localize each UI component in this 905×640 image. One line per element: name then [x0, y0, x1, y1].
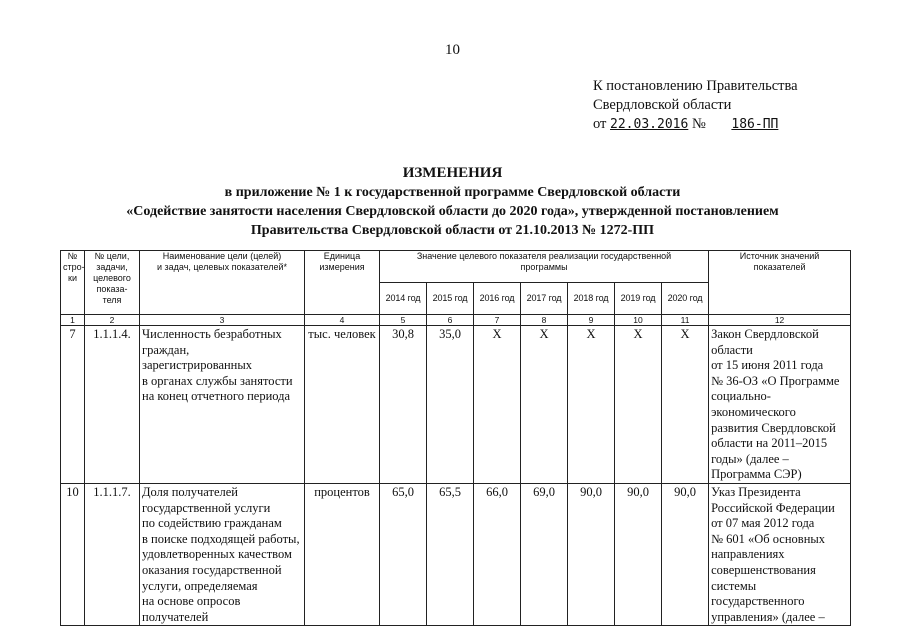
value-cell: 66,0: [474, 483, 521, 625]
header-year: 2018 год: [568, 283, 615, 315]
source-line: государственного: [711, 594, 805, 609]
header-values-group: [380, 251, 709, 283]
source-line: № 36-ОЗ «О Программе: [711, 373, 840, 388]
source-line: области: [711, 342, 753, 357]
header-source-line: показателей: [753, 262, 806, 272]
value-cell: 90,0: [662, 483, 709, 625]
column-number: 2: [85, 315, 140, 326]
header-year: 2015 год: [427, 283, 474, 315]
indicator-name-line: на конец отчетного периода: [142, 389, 291, 404]
value-cell: 90,0: [568, 483, 615, 625]
document-title: [0, 164, 905, 240]
approval-line-3: [593, 115, 798, 134]
unit-cell: процентов: [305, 483, 380, 625]
header-source: [709, 251, 851, 315]
column-number: 10: [615, 315, 662, 326]
source-line: управления» (далее –: [711, 609, 825, 624]
header-goal-no-line: задачи,: [96, 262, 128, 272]
header-goal-no: [85, 251, 140, 315]
value-cell: Х: [474, 326, 521, 484]
source-line: от 07 мая 2012 года: [711, 516, 815, 531]
indicator-name-line: Численность безработных: [142, 327, 282, 341]
header-goal-no-line: теля: [102, 295, 122, 305]
source-line: социально-: [711, 389, 771, 404]
header-row-no: [61, 251, 85, 315]
table-row: [61, 483, 851, 625]
indicator-name-line: зарегистрированных: [142, 358, 253, 373]
source-line: системы: [711, 578, 757, 593]
source-line: развития Свердловской: [711, 420, 836, 435]
column-number: 8: [521, 315, 568, 326]
source-cell: [709, 326, 851, 484]
value-cell: Х: [615, 326, 662, 484]
title-line-1: в приложение № 1 к государственной программе Свердловской области: [224, 185, 681, 200]
approval-line-1: К постановлению Правительства: [593, 78, 798, 94]
indicator-name-line: в органах службы занятости: [142, 373, 293, 388]
header-values-group-line: программы: [520, 262, 568, 272]
indicator-name-line: услуги, определяемая: [142, 578, 258, 593]
goal-number-cell: 1.1.1.4.: [85, 326, 140, 484]
header-goal-no-line: показа-: [96, 284, 128, 294]
source-line: от 15 июня 2011 года: [711, 358, 824, 373]
value-cell: 65,5: [427, 483, 474, 625]
indicator-name-line: в поиске подходящей работы,: [142, 531, 300, 546]
value-cell: Х: [568, 326, 615, 484]
header-unit-line: измерения: [319, 262, 365, 272]
column-number: 9: [568, 315, 615, 326]
value-cell: 35,0: [427, 326, 474, 484]
row-number-cell: 7: [61, 326, 85, 484]
column-number: 5: [380, 315, 427, 326]
source-line: совершенствования: [711, 562, 816, 577]
title-line-3: Правительства Свердловской области от 21.10.2013 № 1272-ПП: [250, 223, 655, 238]
approval-number-prefix: №: [691, 116, 706, 132]
header-row-no-line: №: [67, 251, 78, 261]
source-line: годы» (далее –: [711, 451, 789, 466]
header-year: 2020 год: [662, 283, 709, 315]
column-number: 3: [140, 315, 305, 326]
indicators-table: [60, 250, 851, 626]
title-line-2: «Содействие занятости населения Свердловской области до 2020 года», утвержденной постановлением: [126, 204, 779, 219]
source-line: Указ Президента: [711, 484, 801, 499]
value-cell: 65,0: [380, 483, 427, 625]
column-number: 7: [474, 315, 521, 326]
indicator-name-line: по содействию гражданам: [142, 516, 282, 531]
header-goal-no-line: № цели,: [94, 251, 130, 261]
header-year: 2019 год: [615, 283, 662, 315]
table-row: [61, 326, 851, 484]
approval-number: 186-ПП: [731, 117, 779, 132]
value-cell: 69,0: [521, 483, 568, 625]
source-line: направлениях: [711, 547, 785, 562]
column-number: 12: [709, 315, 851, 326]
header-row-no-line: стро-: [63, 262, 85, 272]
header-year: 2017 год: [521, 283, 568, 315]
indicator-name-line: Доля получателей: [142, 484, 238, 499]
source-line: № 601 «Об основных: [711, 531, 826, 546]
value-cell: 90,0: [615, 483, 662, 625]
indicator-name-line: на основе опросов: [142, 594, 241, 609]
indicator-name-line: оказания государственной: [142, 562, 282, 577]
header-year: 2014 год: [380, 283, 427, 315]
header-unit-line: Единица: [323, 251, 361, 261]
unit-cell: тыс. человек: [305, 326, 380, 484]
column-number-row: [61, 315, 851, 326]
header-goal-no-line: целевого: [93, 273, 131, 283]
indicator-name-line: получателей: [142, 609, 209, 624]
value-cell: 30,8: [380, 326, 427, 484]
column-number: 6: [427, 315, 474, 326]
source-line: экономического: [711, 404, 796, 419]
table-body: [61, 326, 851, 626]
source-line: Российской Федерации: [711, 500, 835, 515]
source-line: Программа СЭР): [711, 467, 802, 482]
row-number-cell: 10: [61, 483, 85, 625]
header-name-line: и задач, целевых показателей*: [156, 262, 288, 272]
value-cell: Х: [521, 326, 568, 484]
indicator-name-cell: [140, 483, 305, 625]
header-unit: [305, 251, 380, 315]
column-number: 1: [61, 315, 85, 326]
source-cell: [709, 483, 851, 625]
title-heading: ИЗМЕНЕНИЯ: [402, 165, 503, 181]
source-line: области на 2011–2015: [711, 436, 828, 451]
header-name: [140, 251, 305, 315]
approval-stamp: [593, 77, 798, 134]
page-number: 10: [445, 42, 460, 58]
approval-date: 22.03.2016: [610, 117, 689, 132]
column-number: 11: [662, 315, 709, 326]
goal-number-cell: 1.1.1.7.: [85, 483, 140, 625]
header-name-line: Наименование цели (целей): [162, 251, 282, 261]
value-cell: Х: [662, 326, 709, 484]
indicator-name-cell: [140, 326, 305, 484]
column-number: 4: [305, 315, 380, 326]
indicator-name-line: граждан,: [142, 342, 190, 357]
header-year: 2016 год: [474, 283, 521, 315]
source-line: Закон Свердловской: [711, 327, 819, 341]
header-row-no-line: ки: [68, 273, 77, 283]
header-source-line: Источник значений: [739, 251, 820, 261]
indicator-name-line: государственной услуги: [142, 500, 271, 515]
indicator-name-line: удовлетворенных качеством: [142, 547, 292, 562]
approval-line-2: Свердловской области: [593, 97, 732, 113]
header-values-group-line: Значение целевого показателя реализации государственной: [416, 251, 672, 261]
approval-date-prefix: от: [593, 116, 607, 132]
